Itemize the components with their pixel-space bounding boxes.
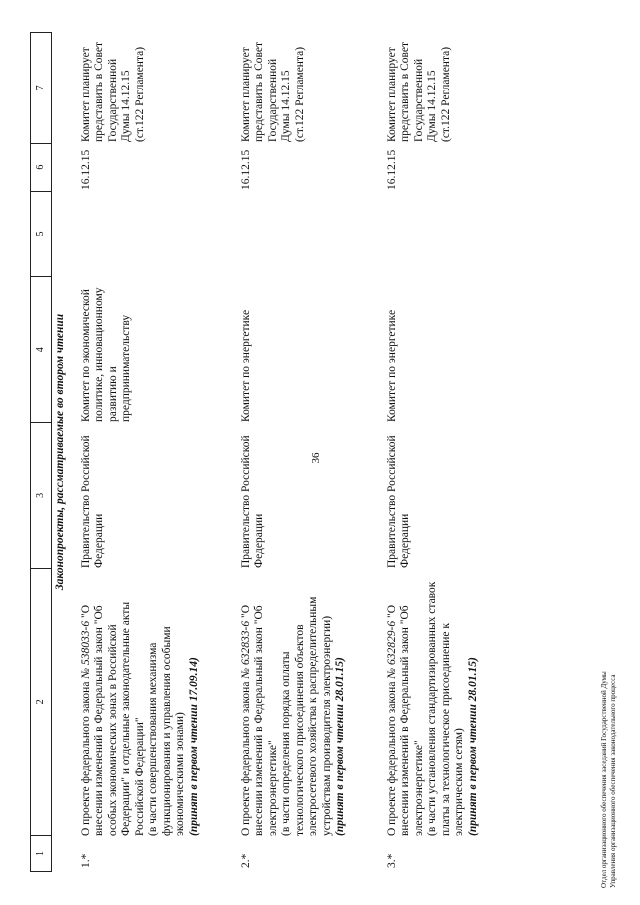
bill-committee: Комитет по энергетике (240, 309, 252, 422)
bill-name: "О внесении изменений в Федеральный закон "Об электроэнергетике" (240, 605, 279, 836)
section-title: Законопроекты, рассматриваемые во втором чтении (54, 313, 66, 591)
bills-table (30, 32, 610, 872)
table-row (240, 32, 348, 872)
bill-name: "О внесении изменений в Федеральный закон "Об электроэнергетике" (386, 605, 425, 836)
bill-note: Комитет планирует представить в Совет Государственной Думы 14.12.15 (ст.122 Регламента) (240, 41, 306, 142)
bill-note: Комитет планирует представить в Совет Государственной Думы 14.12.15 (ст.122 Регламента) (80, 41, 146, 142)
bill-title-prefix: О проекте федерального закона (386, 678, 398, 836)
table-row (386, 32, 480, 872)
bill-note: Комитет планирует представить в Совет Государственной Думы 14.12.15 (ст.122 Регламента) (386, 41, 452, 142)
bill-description (386, 568, 480, 836)
header-col-2: 2 (31, 568, 51, 835)
bill-initiator: Правительство Российской Федерации (386, 435, 412, 568)
bill-number: № 632829-6 (386, 620, 398, 679)
bill-scope: (в части совершенствования механизма функционирования и управления особыми экономическими зонами) (147, 626, 187, 836)
bill-title-prefix: О проекте федерального закона (240, 678, 252, 836)
footer (600, 588, 618, 888)
bill-description (240, 568, 348, 836)
bill-col5 (240, 190, 348, 276)
footer-line-2: Управления организационного обеспечения законодательного процесса (608, 674, 617, 888)
bill-date: 16.12.15 (80, 149, 92, 190)
bill-initiator: Правительство Российской Федерации (240, 435, 266, 568)
bill-scope: (в части установления стандартизированных ставок платы за технологическое присоединение к электрическим сетям) (426, 581, 466, 836)
table-row (80, 32, 201, 872)
bill-date: 16.12.15 (386, 149, 398, 190)
header-col-1: 1 (31, 835, 51, 871)
bill-col5 (80, 190, 201, 276)
bill-col5 (386, 190, 480, 276)
bill-number: № 538033-6 (80, 620, 92, 679)
bill-scope: (в части определения порядка оплаты технологического присоединения объектов электросетевого хозяйства к распределительным устройствам производителя электроэнергии) (280, 596, 333, 836)
table-header-row (30, 32, 52, 872)
bill-committee: Комитет по энергетике (386, 309, 398, 422)
bill-adopted-note: (принят в первом чтении 17.09.14) (187, 657, 200, 836)
bill-committee: Комитет по экономической политике, инновационному развитию и предпринимательству (80, 287, 133, 422)
bill-initiator: Правительство Российской Федерации (80, 435, 106, 568)
bill-number: № 632833-6 (240, 620, 252, 679)
bill-title-prefix: О проекте федерального закона (80, 678, 92, 836)
bill-date: 16.12.15 (240, 149, 252, 190)
row-number: 2.* (240, 853, 252, 868)
bill-description (80, 568, 201, 836)
header-col-7: 7 (35, 85, 47, 91)
bill-name: "О внесении изменений в Федеральный закон "Об особых экономических зонах в Российской Федерации" и отдельные законодательные акты Российской Федерации" (80, 601, 146, 836)
row-number: 1.* (80, 853, 92, 868)
header-col-4: 4 (31, 276, 51, 422)
footer-line-1: Отдел организационного обеспечения заседаний Государственной Думы (600, 671, 608, 888)
header-col-3: 3 (31, 422, 51, 568)
bill-adopted-note: (принят в первом чтении 28.01.15) (334, 657, 347, 836)
header-col-6: 6 (31, 143, 51, 191)
bill-adopted-note: (принят в первом чтении 28.01.15) (466, 657, 479, 836)
row-number: 3.* (386, 853, 398, 868)
header-col-5: 5 (31, 191, 51, 277)
page-number: 36 (310, 452, 322, 464)
